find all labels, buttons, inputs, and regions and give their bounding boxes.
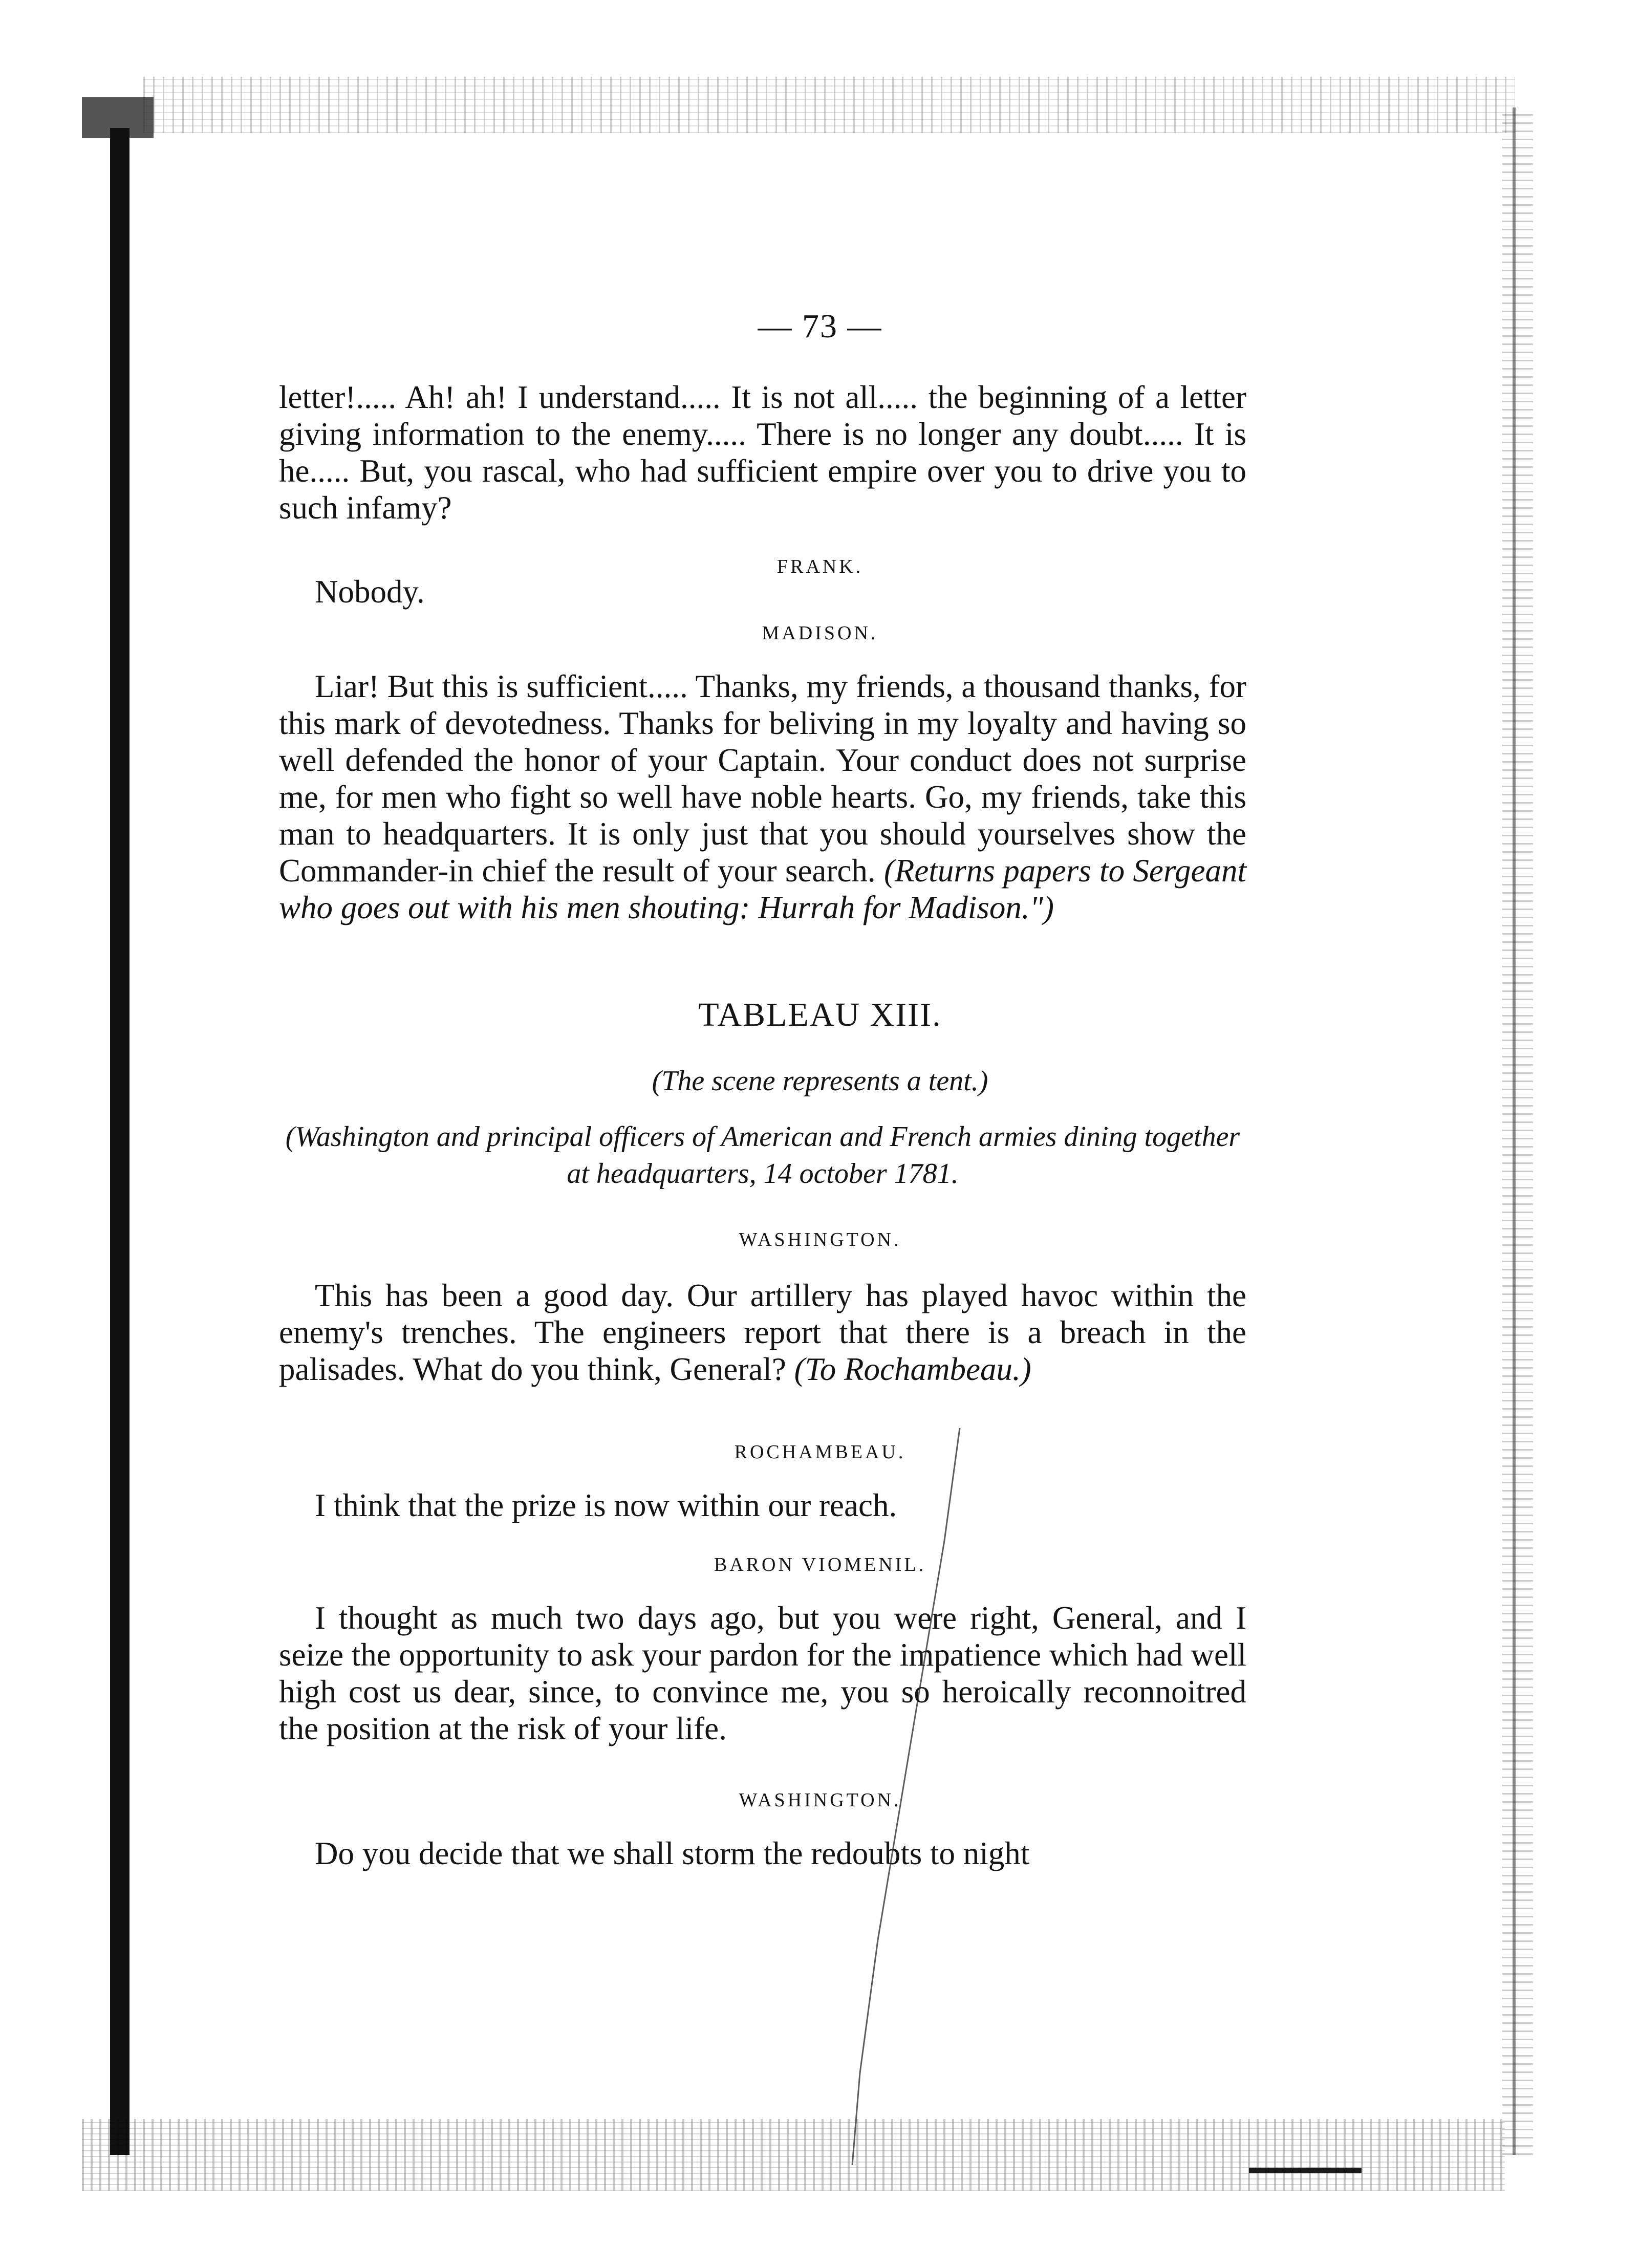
speaker-washington-1: WASHINGTON. — [739, 1229, 901, 1250]
stage-direction: (Washington and principal officers of American and French armies dining together at headquarters, 14 october 1781. — [285, 1121, 1240, 1190]
frank-line: Nobody. — [315, 574, 425, 610]
intro-paragraph: letter!..... Ah! ah! I understand..... It is not all..... the beginning of a letter giving information to the enemy..... There is no longer any doubt..... It is he..... But, you rascal, who had sufficient empire over you to drive you to such infamy? — [279, 379, 1246, 526]
washington-line-2: Do you decide that we shall storm the redoubts to night — [315, 1835, 1030, 1871]
page-number: — 73 — — [758, 308, 882, 345]
rochambeau-line: I think that the prize is now within our reach. — [315, 1487, 897, 1523]
madison-stage-direction: (Returns papers to Sergeant who goes out with his men shouting: Hurrah for Madison.") — [279, 853, 1247, 925]
speaker-rochambeau: ROCHAMBEAU. — [734, 1441, 906, 1463]
tableau-title: TABLEAU XIII. — [698, 996, 942, 1033]
madison-speech: Liar! But this is sufficient..... Thanks, my friends, a thousand thanks, for this mark of devotedness. Thanks for beliving in my loyalty and having so well defended the honor of your Captain. Your conduct does not surprise me, for men who fight so well have noble hearts. Go, my friends, take this man to headquarters. It is only just that you should yourselves show the Commander-in chief the result of your search. — [279, 668, 1246, 889]
washington-paragraph-1 — [279, 1277, 1246, 1388]
speaker-washington-2: WASHINGTON. — [739, 1789, 901, 1811]
speaker-frank: FRANK. — [776, 556, 864, 577]
speaker-viomenil: BARON VIOMENIL. — [714, 1554, 926, 1575]
madison-paragraph — [279, 668, 1246, 926]
washington-stage-direction-1: (To Rochambeau.) — [794, 1351, 1031, 1387]
washington-speech-1: This has been a good day. Our artillery has played havoc within the enemy's trenches. The engineers report that there is a breach in the palisades. What do you think, General? — [279, 1278, 1246, 1387]
scene-note: (The scene represents a tent.) — [652, 1065, 988, 1097]
speaker-madison: MADISON. — [762, 622, 878, 644]
viomenil-paragraph: I thought as much two days ago, but you were right, General, and I seize the opportunity to ask your pardon for the impatience which had well high cost us dear, since, to convince me, you so heroically reconnoitred the position at the risk of your life. — [279, 1600, 1246, 1746]
